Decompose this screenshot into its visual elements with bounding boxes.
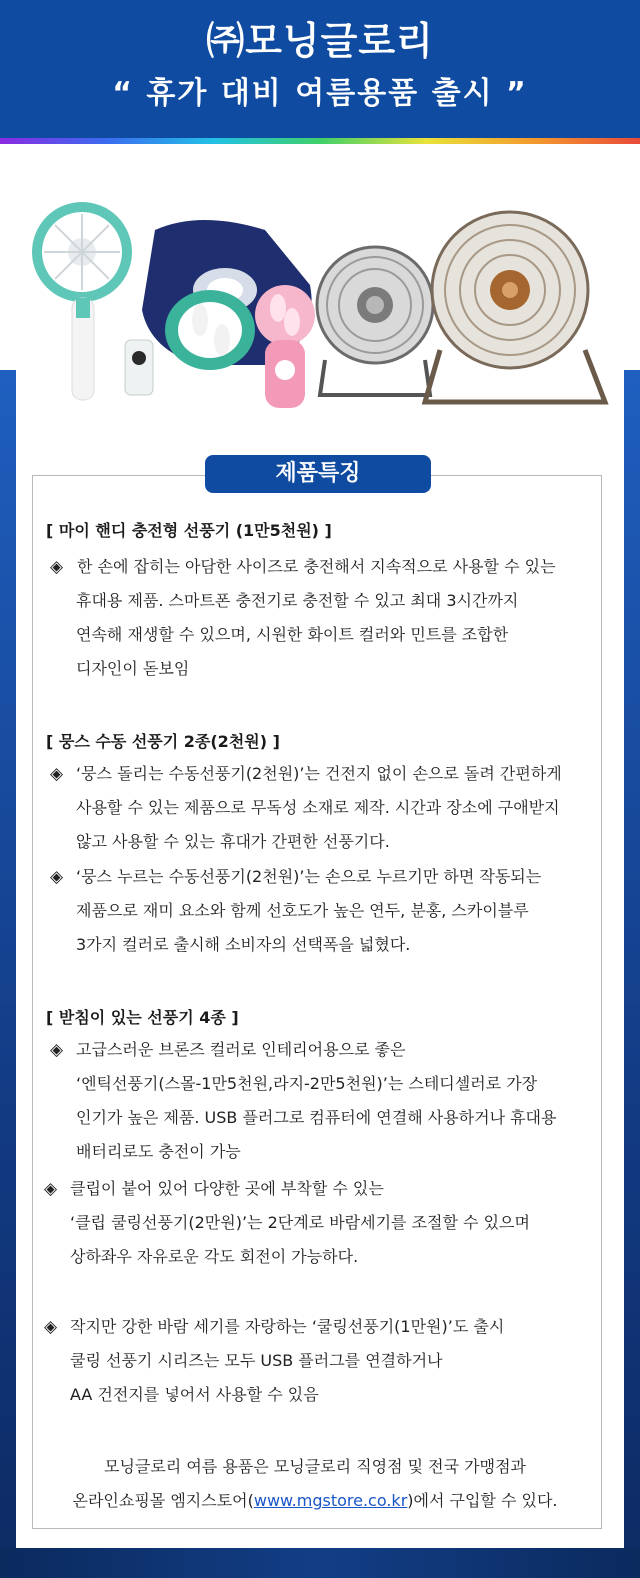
bullet-line: 디자인이 돋보임	[76, 659, 190, 678]
bullet-line: 3가지 컬러로 출시해 소비자의 선택폭을 넓혔다.	[76, 935, 411, 954]
bullet-item	[44, 1310, 589, 1412]
diamond-bullet-icon: ◈	[50, 557, 64, 577]
rainbow-divider	[0, 138, 640, 144]
bullet-line: 휴대용 제품. 스마트폰 충전기로 충전할 수 있고 최대 3시간까지	[76, 591, 519, 610]
section-title-stand: [ 받침이 있는 선풍기 4종 ]	[46, 1008, 239, 1027]
bullet-line: 사용할 수 있는 제품으로 무독성 소재로 제작. 시간과 장소에 구애받지	[76, 798, 560, 817]
side-band-right	[624, 370, 640, 1578]
bullet-line: ‘엔틱선풍기(스몰-1만5천원,라지-2만5천원)’는 스테디셀러로 가장	[76, 1074, 538, 1093]
features-tab: 제품특징	[205, 455, 431, 493]
bullet-line: 클립이 붙어 있어 다양한 곳에 부착할 수 있는	[70, 1179, 384, 1198]
diamond-bullet-icon: ◈	[44, 1179, 58, 1199]
footer-suffix: )에서 구입할 수 있다.	[407, 1491, 558, 1510]
bullet-line: ‘클립 쿨링선풍기(2만원)’는 2단계로 바람세기를 조절할 수 있으며	[70, 1213, 530, 1232]
bullet-line: 연속해 재생할 수 있으며, 시원한 화이트 컬러와 민트를 조합한	[76, 625, 509, 644]
handy-fan-icon	[32, 202, 132, 400]
diamond-bullet-icon: ◈	[44, 1317, 58, 1337]
bullet-line: ‘뭉스 돌리는 수동선풍기(2천원)’는 건전지 없이 손으로 돌려 간편하게	[76, 764, 562, 783]
bullet-line: ‘뭉스 누르는 수동선풍기(2천원)’는 손으로 누르기만 하면 작동되는	[76, 867, 542, 886]
section-title-mungs: [ 뭉스 수동 선풍기 2종(2천원) ]	[46, 732, 280, 751]
header-banner	[0, 0, 640, 138]
diamond-bullet-icon: ◈	[50, 764, 64, 784]
bullet-line: 제품으로 재미 요소와 함께 선호도가 높은 연두, 분홍, 스카이블루	[76, 901, 529, 920]
bullet-line: 고급스러운 브론즈 컬러로 인테리어용으로 좋은	[76, 1040, 406, 1059]
headline: “ 휴가 대비 여름용품 출시 ”	[112, 76, 528, 111]
bullet-item	[50, 757, 595, 859]
bullet-line: 쿨링 선풍기 시리즈는 모두 USB 플러그를 연결하거나	[70, 1351, 443, 1370]
bullet-item	[44, 1172, 589, 1274]
bullet-line: 배터리로도 충전이 가능	[76, 1142, 241, 1161]
section-title-handy: [ 마이 핸디 충전형 선풍기 (1만5천원) ]	[46, 521, 332, 540]
footer-prefix: 온라인쇼핑몰 엠지스토어(	[72, 1491, 254, 1510]
diamond-bullet-icon: ◈	[50, 1040, 64, 1060]
bullet-line: 인기가 높은 제품. USB 플러그로 컴퓨터에 연결해 사용하거나 휴대용	[76, 1108, 557, 1127]
company-title: ㈜모닝글로리	[206, 19, 434, 63]
mgstore-link[interactable]: www.mgstore.co.kr	[253, 1491, 408, 1510]
bullet-line: AA 건전지를 넣어서 사용할 수 있음	[70, 1385, 319, 1404]
bullet-item	[50, 1033, 595, 1169]
bullet-line: 한 손에 잡히는 아담한 사이즈로 충전해서 지속적으로 사용할 수 있는	[77, 557, 556, 576]
diamond-bullet-icon: ◈	[50, 867, 64, 887]
bullet-line: 상하좌우 자유로운 각도 회전이 가능하다.	[70, 1247, 359, 1266]
bullet-line: 작지만 강한 바람 세기를 자랑하는 ‘쿨링선풍기(1만원)’도 출시	[70, 1317, 505, 1336]
bullet-item	[50, 860, 595, 962]
bottom-band	[0, 1548, 640, 1578]
fan-products-photo	[30, 190, 610, 425]
desk-fan-small-icon	[317, 247, 433, 395]
footer-line-2	[40, 1484, 590, 1518]
bullet-line: 않고 사용할 수 있는 휴대가 간편한 선풍기다.	[76, 832, 390, 851]
bullet-item	[50, 550, 590, 686]
side-band-left	[0, 370, 16, 1578]
desk-fan-large-icon	[425, 212, 605, 402]
footer-line-1: 모닝글로리 여름 용품은 모닝글로리 직영점 및 전국 가맹점과	[103, 1457, 526, 1476]
